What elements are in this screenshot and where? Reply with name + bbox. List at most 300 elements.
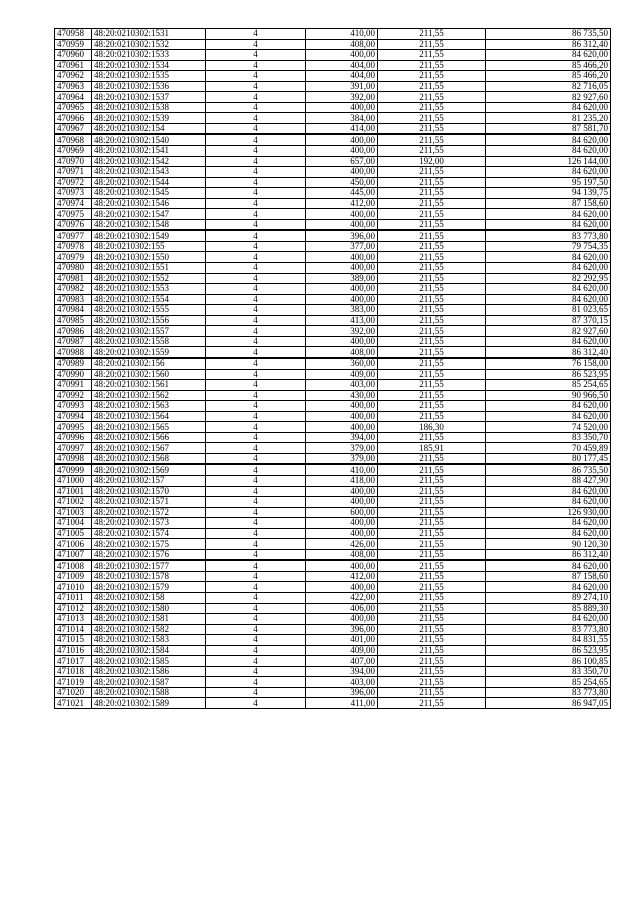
area-cell: 600,00 [306, 507, 378, 518]
cadastral-number-cell: 48:20:0210302:1536 [92, 81, 206, 92]
row-id-cell: 471009 [55, 571, 92, 582]
rate-cell: 211,55 [378, 432, 486, 443]
count-cell: 4 [206, 315, 306, 326]
cadastral-number-cell: 48:20:0210302:1557 [92, 326, 206, 337]
table-row [55, 358, 611, 369]
table-row [55, 475, 611, 486]
area-cell: 400,00 [306, 146, 378, 157]
area-cell: 360,00 [306, 358, 378, 369]
rate-cell: 211,55 [378, 582, 486, 593]
cadastral-number-cell: 48:20:0210302:1588 [92, 687, 206, 698]
row-id-cell: 471015 [55, 635, 92, 646]
amount-cell: 95 197,50 [486, 177, 611, 188]
amount-cell: 81 235,20 [486, 113, 611, 124]
row-id-cell: 470968 [55, 134, 92, 145]
area-cell: 400,00 [306, 134, 378, 145]
cadastral-number-cell: 48:20:0210302:1544 [92, 177, 206, 188]
row-id-cell: 470959 [55, 39, 92, 50]
row-id-cell: 470993 [55, 401, 92, 412]
table-row [55, 560, 611, 571]
count-cell: 4 [206, 81, 306, 92]
area-cell: 400,00 [306, 411, 378, 422]
area-cell: 422,00 [306, 592, 378, 603]
cadastral-number-cell: 48:20:0210302:1582 [92, 624, 206, 635]
amount-cell: 70 459,89 [486, 443, 611, 454]
amount-cell: 84 620,00 [486, 486, 611, 497]
amount-cell: 84 620,00 [486, 252, 611, 263]
rate-cell: 211,55 [378, 486, 486, 497]
area-cell: 403,00 [306, 380, 378, 391]
cadastral-number-cell: 48:20:0210302:1559 [92, 347, 206, 358]
row-id-cell: 470980 [55, 263, 92, 274]
table-row [55, 294, 611, 305]
cadastral-number-cell: 48:20:0210302:156 [92, 358, 206, 369]
table-row [55, 380, 611, 391]
area-cell: 400,00 [306, 102, 378, 113]
rate-cell: 211,55 [378, 305, 486, 316]
table-row [55, 92, 611, 103]
amount-cell: 88 427,90 [486, 475, 611, 486]
count-cell: 4 [206, 284, 306, 295]
area-cell: 400,00 [306, 518, 378, 529]
table-row [55, 624, 611, 635]
amount-cell: 82 292,95 [486, 273, 611, 284]
area-cell: 400,00 [306, 209, 378, 220]
area-cell: 394,00 [306, 666, 378, 677]
area-cell: 394,00 [306, 432, 378, 443]
count-cell: 4 [206, 571, 306, 582]
table-row [55, 582, 611, 593]
table-row [55, 369, 611, 380]
cadastral-number-cell: 48:20:0210302:1549 [92, 230, 206, 241]
table-row [55, 539, 611, 550]
amount-cell: 94 139,75 [486, 188, 611, 199]
area-cell: 379,00 [306, 453, 378, 464]
cadastral-number-cell: 48:20:0210302:1552 [92, 273, 206, 284]
row-id-cell: 471002 [55, 497, 92, 508]
table-row [55, 39, 611, 50]
table-row [55, 252, 611, 263]
amount-cell: 82 927,60 [486, 326, 611, 337]
rate-cell: 211,55 [378, 698, 486, 709]
count-cell: 4 [206, 209, 306, 220]
cadastral-number-cell: 48:20:0210302:1561 [92, 380, 206, 391]
cadastral-number-cell: 48:20:0210302:1562 [92, 390, 206, 401]
table-row [55, 209, 611, 220]
row-id-cell: 470985 [55, 315, 92, 326]
table-row [55, 464, 611, 475]
amount-cell: 85 466,20 [486, 60, 611, 71]
rate-cell: 211,55 [378, 92, 486, 103]
rate-cell: 211,55 [378, 209, 486, 220]
row-id-cell: 470969 [55, 146, 92, 157]
count-cell: 4 [206, 241, 306, 252]
table-row [55, 486, 611, 497]
rate-cell: 211,55 [378, 123, 486, 134]
row-id-cell: 471020 [55, 687, 92, 698]
table-row [55, 273, 611, 284]
row-id-cell: 471003 [55, 507, 92, 518]
cadastral-number-cell: 48:20:0210302:1565 [92, 422, 206, 433]
amount-cell: 87 158,60 [486, 198, 611, 209]
area-cell: 379,00 [306, 443, 378, 454]
row-id-cell: 470970 [55, 156, 92, 167]
cadastral-number-cell: 48:20:0210302:1540 [92, 134, 206, 145]
area-cell: 389,00 [306, 273, 378, 284]
amount-cell: 84 620,00 [486, 167, 611, 178]
amount-cell: 126 144,00 [486, 156, 611, 167]
count-cell: 4 [206, 422, 306, 433]
row-id-cell: 471017 [55, 656, 92, 667]
cadastral-number-cell: 48:20:0210302:1583 [92, 635, 206, 646]
area-cell: 409,00 [306, 645, 378, 656]
count-cell: 4 [206, 582, 306, 593]
row-id-cell: 471005 [55, 528, 92, 539]
table-row [55, 635, 611, 646]
rate-cell: 211,55 [378, 453, 486, 464]
row-id-cell: 470978 [55, 241, 92, 252]
count-cell: 4 [206, 177, 306, 188]
row-id-cell: 470961 [55, 60, 92, 71]
count-cell: 4 [206, 411, 306, 422]
area-cell: 384,00 [306, 113, 378, 124]
area-cell: 400,00 [306, 401, 378, 412]
count-cell: 4 [206, 560, 306, 571]
row-id-cell: 471019 [55, 677, 92, 688]
cadastral-number-cell: 48:20:0210302:1571 [92, 497, 206, 508]
amount-cell: 84 620,00 [486, 146, 611, 157]
amount-cell: 85 889,30 [486, 603, 611, 614]
count-cell: 4 [206, 336, 306, 347]
amount-cell: 86 312,40 [486, 39, 611, 50]
row-id-cell: 470997 [55, 443, 92, 454]
table-row [55, 507, 611, 518]
area-cell: 406,00 [306, 603, 378, 614]
rate-cell: 211,55 [378, 263, 486, 274]
area-cell: 391,00 [306, 81, 378, 92]
rate-cell: 211,55 [378, 252, 486, 263]
amount-cell: 74 520,00 [486, 422, 611, 433]
table-body [55, 29, 611, 709]
cadastral-number-cell: 48:20:0210302:1567 [92, 443, 206, 454]
count-cell: 4 [206, 219, 306, 230]
cadastral-number-cell: 48:20:0210302:1555 [92, 305, 206, 316]
row-id-cell: 470972 [55, 177, 92, 188]
area-cell: 408,00 [306, 39, 378, 50]
row-id-cell: 470976 [55, 219, 92, 230]
data-table [54, 28, 611, 709]
cadastral-number-cell: 48:20:0210302:1586 [92, 666, 206, 677]
table-row [55, 549, 611, 560]
row-id-cell: 471012 [55, 603, 92, 614]
amount-cell: 86 735,50 [486, 29, 611, 40]
rate-cell: 211,55 [378, 549, 486, 560]
row-id-cell: 470988 [55, 347, 92, 358]
table-row [55, 518, 611, 529]
amount-cell: 86 312,40 [486, 549, 611, 560]
count-cell: 4 [206, 687, 306, 698]
row-id-cell: 470960 [55, 50, 92, 61]
count-cell: 4 [206, 167, 306, 178]
rate-cell: 211,55 [378, 29, 486, 40]
table-row [55, 71, 611, 82]
table-row [55, 177, 611, 188]
cadastral-number-cell: 48:20:0210302:1580 [92, 603, 206, 614]
area-cell: 401,00 [306, 635, 378, 646]
amount-cell: 86 735,50 [486, 464, 611, 475]
rate-cell: 211,55 [378, 464, 486, 475]
table-row [55, 219, 611, 230]
table-row [55, 592, 611, 603]
amount-cell: 84 620,00 [486, 528, 611, 539]
table-row [55, 60, 611, 71]
count-cell: 4 [206, 614, 306, 625]
cadastral-number-cell: 48:20:0210302:1541 [92, 146, 206, 157]
table-row [55, 347, 611, 358]
amount-cell: 84 620,00 [486, 497, 611, 508]
amount-cell: 86 523,95 [486, 369, 611, 380]
amount-cell: 84 620,00 [486, 614, 611, 625]
table-row [55, 411, 611, 422]
rate-cell: 211,55 [378, 614, 486, 625]
area-cell: 400,00 [306, 422, 378, 433]
count-cell: 4 [206, 401, 306, 412]
rate-cell: 211,55 [378, 687, 486, 698]
cadastral-number-cell: 48:20:0210302:1545 [92, 188, 206, 199]
cadastral-number-cell: 48:20:0210302:1556 [92, 315, 206, 326]
row-id-cell: 470994 [55, 411, 92, 422]
cadastral-number-cell: 48:20:0210302:158 [92, 592, 206, 603]
area-cell: 400,00 [306, 167, 378, 178]
table-row [55, 614, 611, 625]
amount-cell: 83 350,70 [486, 666, 611, 677]
count-cell: 4 [206, 123, 306, 134]
table-row [55, 146, 611, 157]
cadastral-number-cell: 48:20:0210302:1558 [92, 336, 206, 347]
cadastral-number-cell: 48:20:0210302:1533 [92, 50, 206, 61]
amount-cell: 86 523,95 [486, 645, 611, 656]
rate-cell: 185,91 [378, 443, 486, 454]
area-cell: 400,00 [306, 50, 378, 61]
cadastral-number-cell: 48:20:0210302:1568 [92, 453, 206, 464]
amount-cell: 84 831,55 [486, 635, 611, 646]
count-cell: 4 [206, 549, 306, 560]
amount-cell: 84 620,00 [486, 401, 611, 412]
amount-cell: 86 947,05 [486, 698, 611, 709]
area-cell: 392,00 [306, 326, 378, 337]
row-id-cell: 470995 [55, 422, 92, 433]
area-cell: 400,00 [306, 263, 378, 274]
rate-cell: 211,55 [378, 497, 486, 508]
amount-cell: 80 177,45 [486, 453, 611, 464]
count-cell: 4 [206, 635, 306, 646]
cadastral-number-cell: 48:20:0210302:1534 [92, 60, 206, 71]
area-cell: 392,00 [306, 92, 378, 103]
amount-cell: 84 620,00 [486, 263, 611, 274]
amount-cell: 84 620,00 [486, 284, 611, 295]
cadastral-number-cell: 48:20:0210302:1585 [92, 656, 206, 667]
area-cell: 412,00 [306, 571, 378, 582]
row-id-cell: 471001 [55, 486, 92, 497]
count-cell: 4 [206, 497, 306, 508]
count-cell: 4 [206, 188, 306, 199]
rate-cell: 211,55 [378, 624, 486, 635]
amount-cell: 84 620,00 [486, 294, 611, 305]
rate-cell: 211,55 [378, 284, 486, 295]
rate-cell: 211,55 [378, 369, 486, 380]
amount-cell: 87 370,15 [486, 315, 611, 326]
rate-cell: 211,55 [378, 336, 486, 347]
rate-cell: 211,55 [378, 134, 486, 145]
count-cell: 4 [206, 252, 306, 263]
row-id-cell: 470986 [55, 326, 92, 337]
area-cell: 396,00 [306, 687, 378, 698]
rate-cell: 211,55 [378, 188, 486, 199]
cadastral-number-cell: 48:20:0210302:1566 [92, 432, 206, 443]
cadastral-number-cell: 48:20:0210302:1589 [92, 698, 206, 709]
rate-cell: 211,55 [378, 358, 486, 369]
row-id-cell: 471016 [55, 645, 92, 656]
area-cell: 411,00 [306, 698, 378, 709]
table-row [55, 453, 611, 464]
area-cell: 412,00 [306, 198, 378, 209]
area-cell: 413,00 [306, 315, 378, 326]
count-cell: 4 [206, 443, 306, 454]
cadastral-number-cell: 48:20:0210302:1543 [92, 167, 206, 178]
rate-cell: 211,55 [378, 50, 486, 61]
table-row [55, 528, 611, 539]
rate-cell: 211,55 [378, 294, 486, 305]
row-id-cell: 471007 [55, 549, 92, 560]
table-row [55, 123, 611, 134]
table-row [55, 336, 611, 347]
row-id-cell: 470966 [55, 113, 92, 124]
table-row [55, 188, 611, 199]
cadastral-number-cell: 48:20:0210302:1577 [92, 560, 206, 571]
count-cell: 4 [206, 29, 306, 40]
area-cell: 400,00 [306, 486, 378, 497]
table-row [55, 102, 611, 113]
amount-cell: 82 716,05 [486, 81, 611, 92]
count-cell: 4 [206, 39, 306, 50]
cadastral-number-cell: 48:20:0210302:1553 [92, 284, 206, 295]
row-id-cell: 471010 [55, 582, 92, 593]
table-row [55, 134, 611, 145]
rate-cell: 211,55 [378, 380, 486, 391]
rate-cell: 211,55 [378, 666, 486, 677]
amount-cell: 79 754,35 [486, 241, 611, 252]
row-id-cell: 470992 [55, 390, 92, 401]
rate-cell: 211,55 [378, 603, 486, 614]
count-cell: 4 [206, 645, 306, 656]
row-id-cell: 471004 [55, 518, 92, 529]
amount-cell: 90 120,30 [486, 539, 611, 550]
count-cell: 4 [206, 113, 306, 124]
cadastral-number-cell: 48:20:0210302:155 [92, 241, 206, 252]
amount-cell: 84 620,00 [486, 582, 611, 593]
area-cell: 445,00 [306, 188, 378, 199]
row-id-cell: 470984 [55, 305, 92, 316]
row-id-cell: 470990 [55, 369, 92, 380]
cadastral-number-cell: 48:20:0210302:1570 [92, 486, 206, 497]
count-cell: 4 [206, 102, 306, 113]
cadastral-number-cell: 48:20:0210302:1576 [92, 549, 206, 560]
amount-cell: 87 581,70 [486, 123, 611, 134]
cadastral-number-cell: 48:20:0210302:1560 [92, 369, 206, 380]
table-row [55, 113, 611, 124]
count-cell: 4 [206, 273, 306, 284]
table-row [55, 326, 611, 337]
count-cell: 4 [206, 358, 306, 369]
cadastral-number-cell: 48:20:0210302:1537 [92, 92, 206, 103]
count-cell: 4 [206, 698, 306, 709]
cadastral-number-cell: 48:20:0210302:1554 [92, 294, 206, 305]
rate-cell: 211,55 [378, 539, 486, 550]
area-cell: 430,00 [306, 390, 378, 401]
amount-cell: 85 254,65 [486, 677, 611, 688]
area-cell: 400,00 [306, 284, 378, 295]
table-row [55, 603, 611, 614]
amount-cell: 84 620,00 [486, 560, 611, 571]
count-cell: 4 [206, 326, 306, 337]
rate-cell: 211,55 [378, 219, 486, 230]
amount-cell: 84 620,00 [486, 336, 611, 347]
amount-cell: 84 620,00 [486, 219, 611, 230]
rate-cell: 211,55 [378, 560, 486, 571]
row-id-cell: 470982 [55, 284, 92, 295]
row-id-cell: 470983 [55, 294, 92, 305]
amount-cell: 83 773,80 [486, 687, 611, 698]
row-id-cell: 470975 [55, 209, 92, 220]
table-row [55, 50, 611, 61]
table-row [55, 497, 611, 508]
row-id-cell: 471018 [55, 666, 92, 677]
amount-cell: 84 620,00 [486, 134, 611, 145]
count-cell: 4 [206, 656, 306, 667]
rate-cell: 211,55 [378, 347, 486, 358]
count-cell: 4 [206, 539, 306, 550]
area-cell: 414,00 [306, 123, 378, 134]
count-cell: 4 [206, 230, 306, 241]
area-cell: 408,00 [306, 347, 378, 358]
table-row [55, 305, 611, 316]
area-cell: 404,00 [306, 60, 378, 71]
row-id-cell: 470998 [55, 453, 92, 464]
row-id-cell: 470974 [55, 198, 92, 209]
rate-cell: 211,55 [378, 571, 486, 582]
cadastral-number-cell: 48:20:0210302:1564 [92, 411, 206, 422]
count-cell: 4 [206, 518, 306, 529]
area-cell: 410,00 [306, 464, 378, 475]
amount-cell: 86 100,85 [486, 656, 611, 667]
row-id-cell: 470962 [55, 71, 92, 82]
count-cell: 4 [206, 475, 306, 486]
area-cell: 396,00 [306, 624, 378, 635]
row-id-cell: 470971 [55, 167, 92, 178]
row-id-cell: 471006 [55, 539, 92, 550]
cadastral-number-cell: 48:20:0210302:1563 [92, 401, 206, 412]
rate-cell: 211,55 [378, 315, 486, 326]
table-row [55, 571, 611, 582]
table-row [55, 422, 611, 433]
area-cell: 400,00 [306, 528, 378, 539]
table-row [55, 666, 611, 677]
row-id-cell: 470964 [55, 92, 92, 103]
count-cell: 4 [206, 60, 306, 71]
area-cell: 410,00 [306, 29, 378, 40]
cadastral-number-cell: 48:20:0210302:1575 [92, 539, 206, 550]
count-cell: 4 [206, 294, 306, 305]
